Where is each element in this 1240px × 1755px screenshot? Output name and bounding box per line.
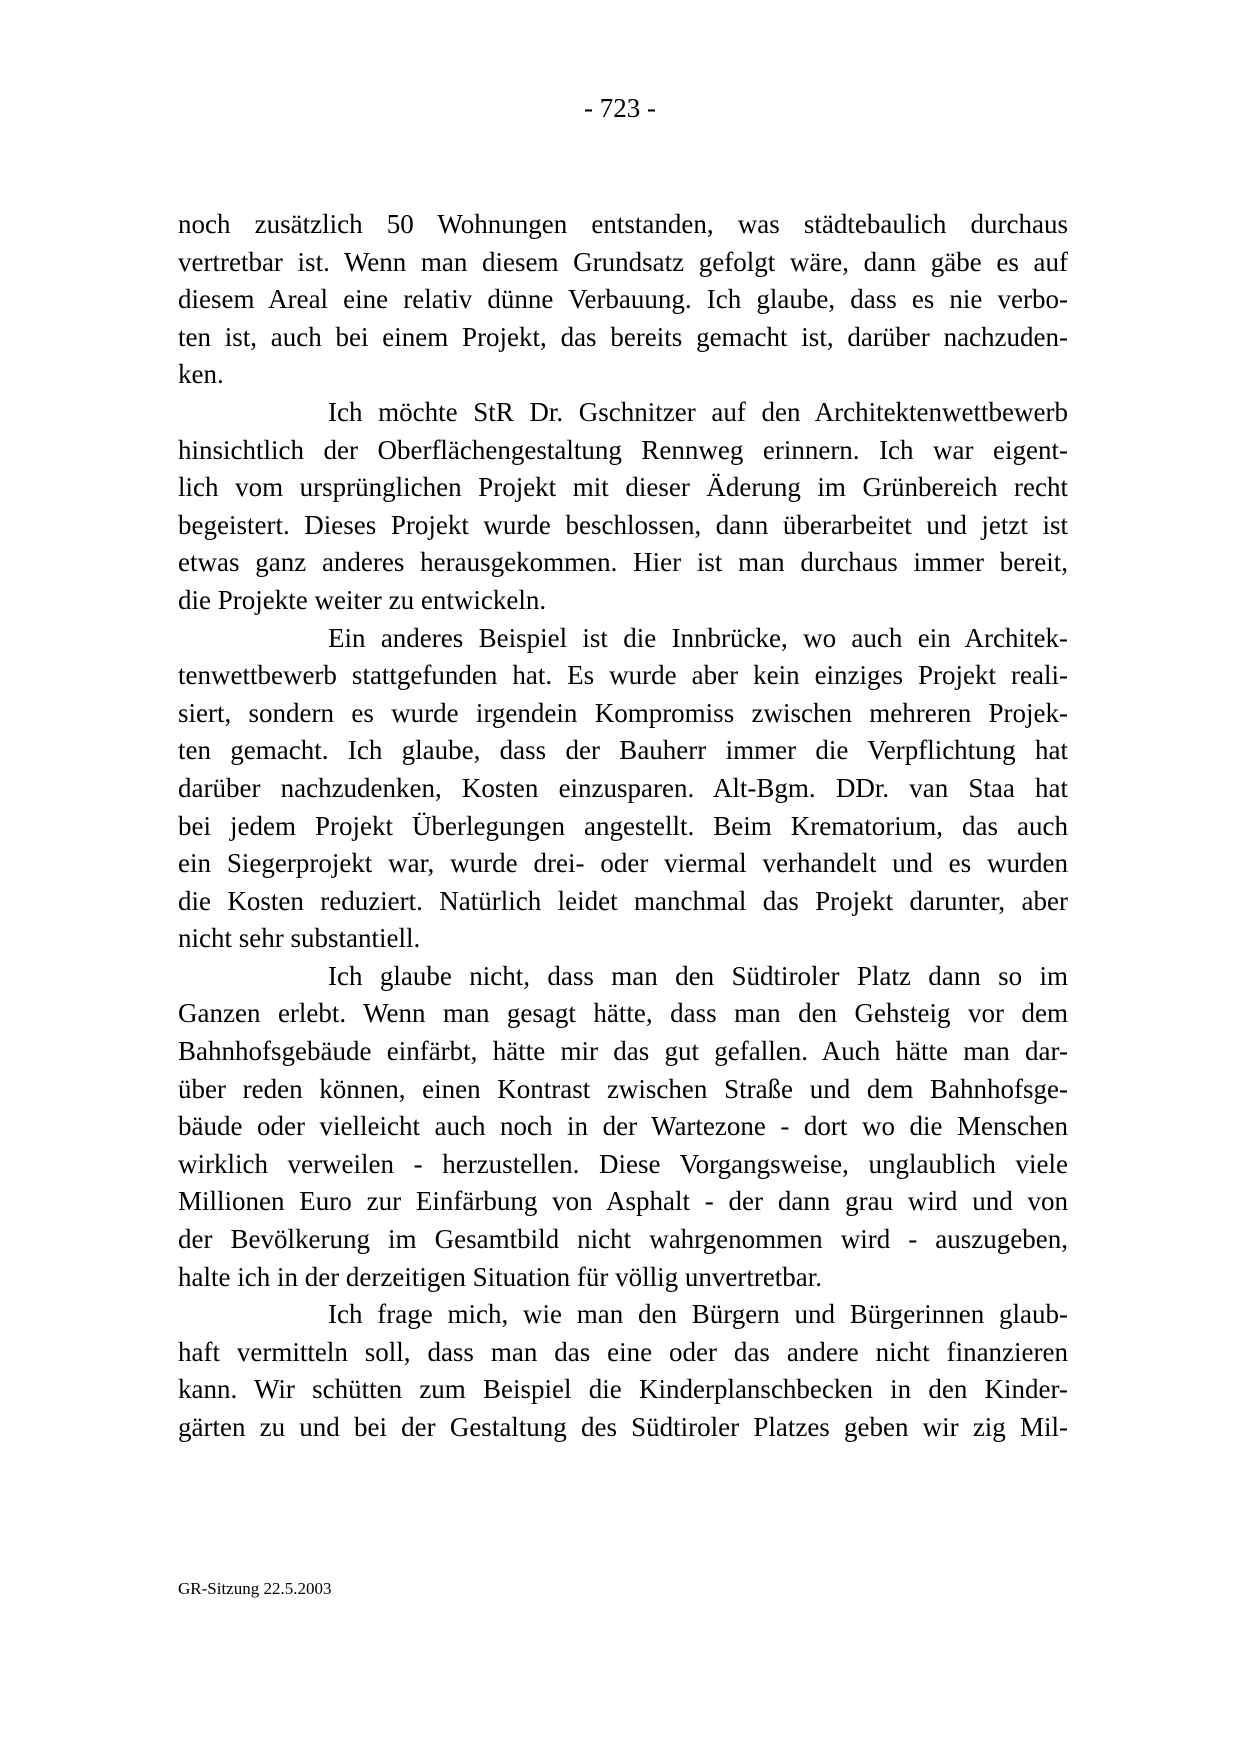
text-line: Bahnhofsgebäude einfärbt, hätte mir das gut gefallen. Auch hätte man dar- [178,1036,1068,1067]
text-line: Millionen Euro zur Einfärbung von Asphalt - der dann grau wird und von [178,1186,1068,1217]
paragraph [178,206,1068,394]
text-line: Ein anderes Beispiel ist die Innbrücke, wo auch ein Architek- [328,622,1068,653]
text-line: gärten zu und bei der Gestaltung des Südtiroler Platzes geben wir zig Mil- [178,1412,1068,1442]
text-line: ten gemacht. Ich glaube, dass der Bauherr immer die Verpflichtung hat [178,735,1068,766]
text-line: hinsichtlich der Oberflächengestaltung Rennweg erinnern. Ich war eigent- [178,434,1068,465]
text-line: die Projekte weiter zu entwickeln. [178,584,547,615]
text-line: Ich frage mich, wie man den Bürgern und Bürgerinnen glaub- [328,1299,1068,1330]
document-body [178,206,1068,1447]
text-line: lich vom ursprünglichen Projekt mit dieser Äderung im Grünbereich recht [178,472,1068,503]
text-line: siert, sondern es wurde irgendein Kompromiss zwischen mehreren Projek- [178,697,1068,728]
text-line: ein Siegerprojekt war, wurde drei- oder viermal verhandelt und es wurden [178,848,1068,879]
text-line: etwas ganz anderes herausgekommen. Hier ist man durchaus immer bereit, [178,547,1068,578]
paragraph [178,958,1068,1296]
text-line: diesem Areal eine relativ dünne Verbauung. Ich glaube, dass es nie verbo- [178,284,1068,315]
text-line: wirklich verweilen - herzustellen. Diese Vorgangsweise, unglaublich viele [178,1148,1068,1179]
text-line: über reden können, einen Kontrast zwischen Straße und dem Bahnhofsge- [178,1073,1068,1104]
text-line: die Kosten reduziert. Natürlich leidet manchmal das Projekt darunter, aber [178,885,1068,916]
paragraph [178,394,1068,620]
text-line: kann. Wir schütten zum Beispiel die Kinderplanschbecken in den Kinder- [178,1374,1068,1405]
text-line: der Bevölkerung im Gesamtbild nicht wahrgenommen wird - auszugeben, [178,1224,1068,1255]
text-line: nicht sehr substantiell. [178,923,421,954]
text-line: ken. [178,359,224,390]
text-line: ten ist, auch bei einem Projekt, das bereits gemacht ist, darüber nachzuden- [178,321,1068,352]
text-line: bei jedem Projekt Überlegungen angestellt. Beim Krematorium, das auch [178,810,1068,841]
text-line: tenwettbewerb stattgefunden hat. Es wurde aber kein einziges Projekt reali- [178,660,1068,691]
text-line: noch zusätzlich 50 Wohnungen entstanden, was städtebaulich durchaus [178,209,1068,239]
page-number: - 723 - [584,93,656,123]
text-line: Ich möchte StR Dr. Gschnitzer auf den Architektenwettbewerb [328,396,1068,427]
text-line: Ganzen erlebt. Wenn man gesagt hätte, dass man den Gehsteig vor dem [178,998,1068,1029]
text-line: halte ich in der derzeitigen Situation für völlig unvertretbar. [178,1261,823,1292]
text-line: haft vermitteln soll, dass man das eine oder das andere nicht finanzieren [178,1336,1068,1367]
paragraph [178,1296,1068,1446]
paragraph [178,620,1068,958]
text-line: begeistert. Dieses Projekt wurde beschlossen, dann überarbeitet und jetzt ist [178,509,1068,540]
text-line: vertretbar ist. Wenn man diesem Grundsatz gefolgt wäre, dann gäbe es auf [178,246,1068,277]
text-line: darüber nachzudenken, Kosten einzusparen. Alt-Bgm. DDr. van Staa hat [178,772,1068,803]
text-line: Ich glaube nicht, dass man den Südtiroler Platz dann so im [328,960,1068,991]
text-line: bäude oder vielleicht auch noch in der Wartezone - dort wo die Menschen [178,1111,1068,1142]
footer-session-label: GR-Sitzung 22.5.2003 [178,1579,332,1598]
